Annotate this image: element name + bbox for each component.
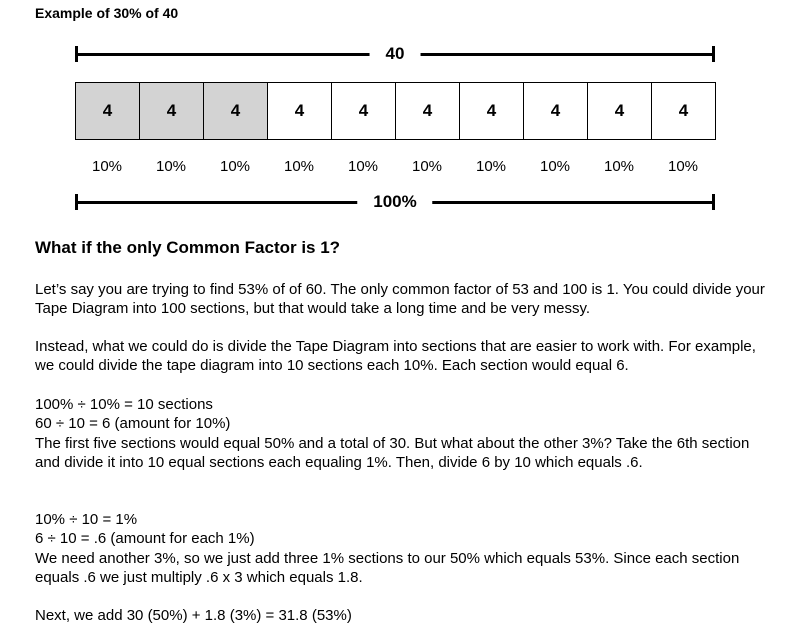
tape-cell: 4 xyxy=(76,82,140,140)
tape-cell: 4 xyxy=(460,82,524,140)
tape-cell: 4 xyxy=(652,82,716,140)
bracket-left-end xyxy=(75,194,78,210)
bracket-left-end xyxy=(75,46,78,62)
percent-bracket xyxy=(75,192,715,212)
percent-label: 10% xyxy=(91,158,123,175)
percent-row xyxy=(75,158,715,175)
percent-label: 10% xyxy=(411,158,443,175)
tape-diagram xyxy=(75,82,716,140)
paragraph-1: Let’s say you are trying to find 53% of of 60. The only common factor of 53 and 100 is 1. You could divide your Tape Diagram into 100 sections, but that would take a long time and be very messy. xyxy=(35,281,765,318)
paragraph-5: Next, we add 30 (50%) + 1.8 (3%) = 31.8 (53%) xyxy=(35,607,352,624)
percent-label: 10% xyxy=(539,158,571,175)
calc-line: 10% ÷ 10 = 1% xyxy=(35,511,138,528)
tape-cell: 4 xyxy=(524,82,588,140)
paragraph-4 xyxy=(35,510,765,588)
tape-cell: 4 xyxy=(588,82,652,140)
section-heading: What if the only Common Factor is 1? xyxy=(35,238,341,257)
explanation-text: The first five sections would equal 50% and a total of 30. But what about the other 3%? Take the 6th section and divide it into 10 equal sections each equaling 1%. Then, divide 6 by 10 which equals .6. xyxy=(35,434,750,472)
paragraph-3 xyxy=(35,395,765,473)
calc-line: 60 ÷ 10 = 6 (amount for 10%) xyxy=(35,415,231,433)
percent-label: 10% xyxy=(219,158,251,175)
calc-line: 6 ÷ 10 = .6 (amount for each 1%) xyxy=(35,530,255,548)
total-label: 40 xyxy=(370,44,421,64)
tape-cell: 4 xyxy=(140,82,204,140)
tape-cell: 4 xyxy=(204,82,268,140)
tape-cell: 4 xyxy=(332,82,396,140)
explanation-text: We need another 3%, so we just add three 1% sections to our 50% which equals 53%. Since each section equals .6 we just multiply .6 x 3 which equals 1.8. xyxy=(35,549,740,587)
percent-total-label: 100% xyxy=(357,192,432,212)
bracket-right-end xyxy=(712,194,715,210)
paragraph-2: Instead, what we could do is divide the Tape Diagram into sections that are easier to work with. For example, we could divide the tape diagram into 10 sections each 10%. Each section would equal 6. xyxy=(35,338,756,375)
calc-line: 100% ÷ 10% = 10 sections xyxy=(35,396,213,413)
percent-label: 10% xyxy=(667,158,699,175)
percent-label: 10% xyxy=(475,158,507,175)
total-bracket xyxy=(75,44,715,64)
bracket-right-end xyxy=(712,46,715,62)
example-caption: Example of 30% of 40 xyxy=(35,5,179,21)
percent-label: 10% xyxy=(603,158,635,175)
percent-label: 10% xyxy=(155,158,187,175)
tape-cell: 4 xyxy=(268,82,332,140)
percent-label: 10% xyxy=(283,158,315,175)
percent-label: 10% xyxy=(347,158,379,175)
tape-cell: 4 xyxy=(396,82,460,140)
